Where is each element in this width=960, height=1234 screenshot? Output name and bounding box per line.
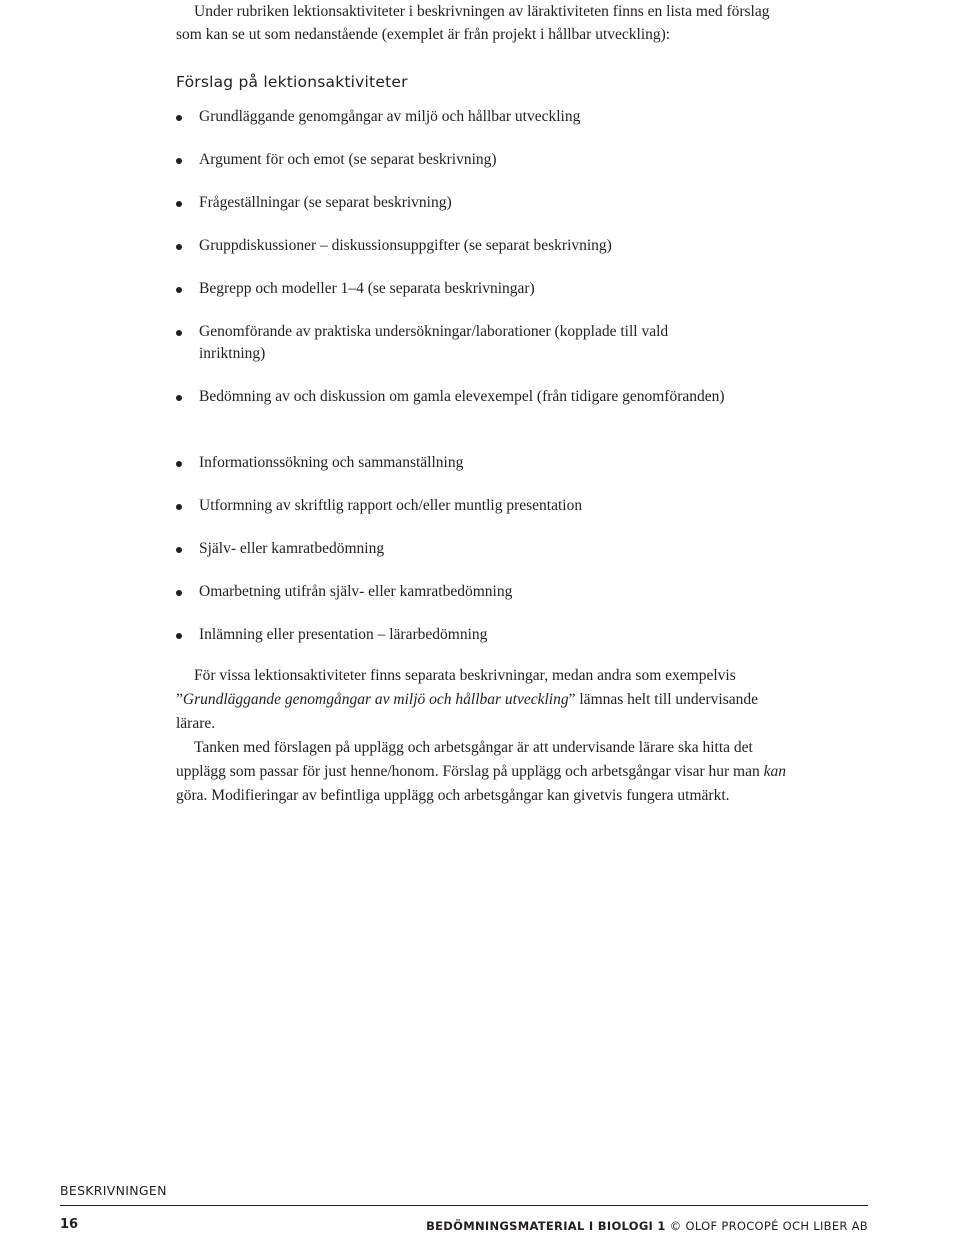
bullet-icon [176,287,182,293]
bullet-icon [176,330,182,336]
list-item [176,106,736,128]
bullet-icon [176,395,182,401]
list-item-text: Genomförande av praktiska undersökningar/laborationer (kopplade till vald inriktning) [199,323,669,362]
list-item-text: Begrepp och modeller 1–4 (se separata beskrivningar) [199,280,535,297]
list-item [176,321,736,365]
list-item [176,278,736,300]
list-item-text: Gruppdiskussioner – diskussionsuppgifter (se separat beskrivning) [199,237,612,254]
list-item [176,386,736,408]
list-item [176,538,736,560]
list-item-text: Argument för och emot (se separat beskrivning) [199,151,497,168]
bullet-icon [176,201,182,207]
list-item-text: Själv- eller kamratbedömning [199,540,385,557]
list-item-text: Informationssökning och sammanställning [199,454,464,471]
body-text: Tanken med förslagen på upplägg och arbetsgångar är att undervisande lärare ska hitta det upplägg som passar för just henne/honom. Förslag på upplägg och arbetsgångar visar hur man [176,739,764,780]
emphasis-text: kan [763,763,786,780]
body-paragraph [176,736,786,808]
bullet-icon [176,590,182,596]
list-item-text: Grundläggande genomgångar av miljö och hållbar utveckling [199,108,581,125]
footer-copyright: © OLOF PROCOPÉ OCH LIBER AB [665,1219,868,1233]
bullet-icon [176,158,182,164]
list-item-text: Frågeställningar (se separat beskrivning) [199,194,452,211]
bullet-icon [176,633,182,639]
bullet-icon [176,504,182,510]
footer-divider [60,1205,868,1206]
list-item-text: Inlämning eller presentation – lärarbedömning [199,626,488,643]
bullet-icon [176,461,182,467]
footer-title [426,1219,868,1233]
list-item [176,235,736,257]
bullet-icon [176,547,182,553]
emphasis-text: Grundläggande genomgångar av miljö och hållbar utveckling [182,691,569,708]
list-item-text: Utformning av skriftlig rapport och/eller muntlig presentation [199,497,583,514]
list-item-text: Omarbetning utifrån själv- eller kamratbedömning [199,583,513,600]
intro-paragraph: Under rubriken lektionsaktiviteter i beskrivningen av läraktiviteten finns en lista med förslag som kan se ut som nedanstående (exemplet är från projekt i hållbar utveckling): [176,3,770,43]
list-item-text: Bedömning av och diskussion om gamla elevexempel (från tidigare genomföranden) [199,388,725,405]
list-item [176,149,736,171]
page-number: 16 [60,1217,79,1232]
body-text: För vissa lektionsaktiviteter finns separata beskrivningar, medan andra som exempelvis ” [176,667,736,708]
body-paragraph [176,664,786,736]
body-text: ” lämnas helt till undervisande lärare. [176,691,759,732]
section-heading: Förslag på lektionsaktiviteter [176,73,408,91]
body-text: göra. Modifieringar av befintliga upplägg och arbetsgångar kan givetvis fungera utmärkt. [176,787,730,804]
footer-book-title: BEDÖMNINGSMATERIAL I BIOLOGI 1 [426,1219,666,1233]
list-item [176,581,736,603]
list-item [176,452,736,474]
list-item [176,624,736,646]
bullet-icon [176,244,182,250]
list-item [176,495,736,517]
bullet-icon [176,115,182,121]
list-item [176,192,736,214]
footer-section-label: BESKRIVNINGEN [60,1183,167,1198]
